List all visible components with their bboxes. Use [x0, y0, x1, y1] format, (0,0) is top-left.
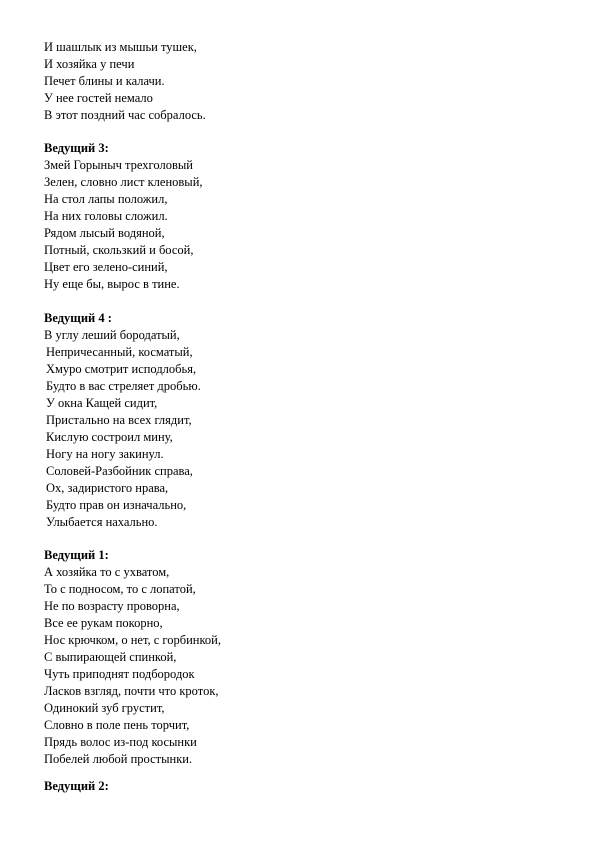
verse-line: Нос крючком, о нет, с горбинкой, [44, 633, 221, 647]
verse-line: Одинокий зуб грустит, [44, 701, 165, 715]
verse-line: Печет блины и калачи. [44, 74, 165, 88]
verse-line: В этот поздний час собралось. [44, 108, 206, 122]
verse-line: Все ее рукам покорно, [44, 616, 163, 630]
verse-line: Не по возрасту проворна, [44, 599, 180, 613]
verse-line: А хозяйка то с ухватом, [44, 565, 170, 579]
speaker-heading: Ведущий 3: [44, 141, 109, 155]
speaker-heading: Ведущий 2: [44, 779, 109, 793]
verse-line: Словно в поле пень торчит, [44, 718, 190, 732]
verse-line: В углу леший бородатый, [44, 328, 180, 342]
verse-line: Потный, скользкий и босой, [44, 243, 194, 257]
verse-line: Цвет его зелено-синий, [44, 260, 168, 274]
verse-line: Побелей любой простынки. [44, 752, 193, 766]
verse-line: Ногу на ногу закинул. [46, 447, 164, 461]
verse-line: Ох, задиристого нрава, [46, 481, 169, 495]
verse-line: И хозяйка у печи [44, 57, 135, 71]
verse-line: На них головы сложил. [44, 209, 168, 223]
verse-line: Хмуро смотрит исподлобья, [46, 362, 197, 376]
verse-line: Будто прав он изначально, [46, 498, 187, 512]
verse-line: Ну еще бы, вырос в тине. [44, 277, 180, 291]
verse-line: У нее гостей немало [44, 91, 153, 105]
verse-line: То с подносом, то с лопатой, [44, 582, 196, 596]
speaker-heading: Ведущий 4 : [44, 311, 112, 325]
verse-line: Рядом лысый водяной, [44, 226, 165, 240]
verse-line: Кислую состроил мину, [46, 430, 173, 444]
verse-line: Улыбается нахально. [46, 515, 158, 529]
verse-line: И шашлык из мышьи тушек, [44, 40, 197, 54]
verse-line: Непричесанный, косматый, [46, 345, 193, 359]
verse-line: Ласков взгляд, почти что кроток, [44, 684, 219, 698]
verse-line: С выпирающей спинкой, [44, 650, 177, 664]
verse-line: На стол лапы положил, [44, 192, 168, 206]
verse-line: Соловей-Разбойник справа, [46, 464, 193, 478]
verse-line: Зелен, словно лист кленовый, [44, 175, 203, 189]
verse-line: Прядь волос из-под косынки [44, 735, 197, 749]
verse-line: У окна Кащей сидит, [46, 396, 158, 410]
speaker-heading: Ведущий 1: [44, 548, 109, 562]
verse-line: Чуть приподнят подбородок [44, 667, 195, 681]
verse-line: Будто в вас стреляет дробью. [46, 379, 201, 393]
verse-line: Пристально на всех глядит, [46, 413, 192, 427]
verse-line: Змей Горыныч трехголовый [44, 158, 193, 172]
